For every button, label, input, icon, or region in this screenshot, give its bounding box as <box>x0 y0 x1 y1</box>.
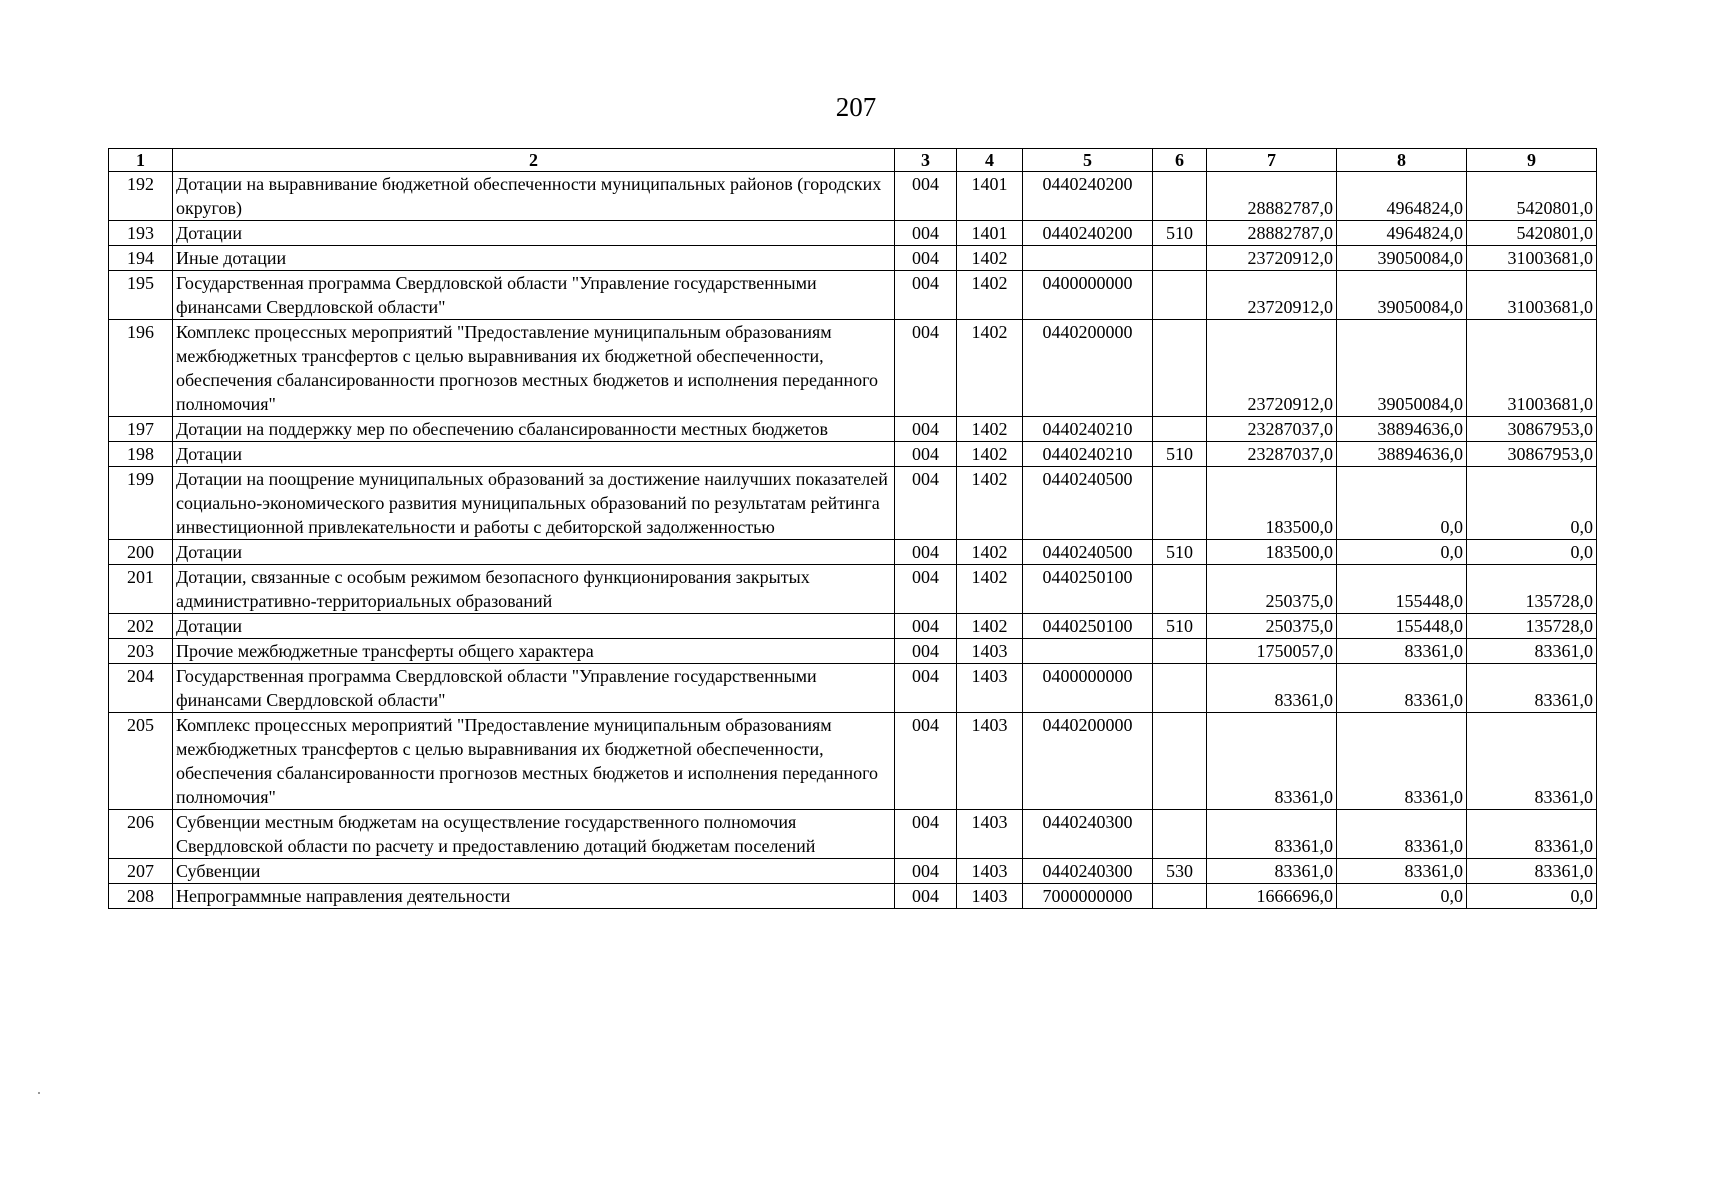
code-section: 1402 <box>957 442 1023 467</box>
row-name: Дотации на выравнивание бюджетной обеспеченности муниципальных районов (городских округов) <box>173 172 895 221</box>
code-expense-type <box>1153 467 1207 540</box>
amount-year-3: 31003681,0 <box>1467 271 1597 320</box>
code-target-article: 0400000000 <box>1023 271 1153 320</box>
amount-year-1: 83361,0 <box>1207 810 1337 859</box>
row-number: 200 <box>109 540 173 565</box>
row-number: 203 <box>109 639 173 664</box>
column-header: 3 <box>895 149 957 172</box>
table-row <box>109 442 1597 467</box>
amount-year-2: 0,0 <box>1337 540 1467 565</box>
table-row <box>109 467 1597 540</box>
code-ministry: 004 <box>895 664 957 713</box>
header-row <box>109 149 1597 172</box>
amount-year-3: 135728,0 <box>1467 565 1597 614</box>
code-target-article <box>1023 246 1153 271</box>
amount-year-2: 83361,0 <box>1337 664 1467 713</box>
code-target-article: 0440250100 <box>1023 614 1153 639</box>
row-number: 193 <box>109 221 173 246</box>
amount-year-2: 0,0 <box>1337 884 1467 909</box>
code-target-article: 0440240200 <box>1023 221 1153 246</box>
row-number: 192 <box>109 172 173 221</box>
table-body <box>109 172 1597 909</box>
code-ministry: 004 <box>895 467 957 540</box>
code-section: 1401 <box>957 221 1023 246</box>
column-header: 5 <box>1023 149 1153 172</box>
code-expense-type <box>1153 246 1207 271</box>
table-row <box>109 884 1597 909</box>
code-expense-type <box>1153 271 1207 320</box>
row-name: Комплекс процессных мероприятий "Предоставление муниципальным образованиям межбюджетных трансфертов с целью выравнивания их бюджетной обеспеченности, обеспечения сбалансированности прогнозов местных бюджетов и исполнения переданного полномочия" <box>173 713 895 810</box>
amount-year-2: 83361,0 <box>1337 810 1467 859</box>
table-row <box>109 540 1597 565</box>
amount-year-3: 83361,0 <box>1467 639 1597 664</box>
row-name: Дотации <box>173 221 895 246</box>
code-expense-type: 510 <box>1153 614 1207 639</box>
code-target-article: 0440250100 <box>1023 565 1153 614</box>
row-name: Дотации <box>173 540 895 565</box>
column-header: 2 <box>173 149 895 172</box>
amount-year-2: 155448,0 <box>1337 565 1467 614</box>
amount-year-2: 39050084,0 <box>1337 246 1467 271</box>
table-row <box>109 859 1597 884</box>
code-section: 1402 <box>957 614 1023 639</box>
code-expense-type <box>1153 810 1207 859</box>
code-target-article: 0440240500 <box>1023 540 1153 565</box>
code-target-article: 7000000000 <box>1023 884 1153 909</box>
amount-year-2: 4964824,0 <box>1337 172 1467 221</box>
code-target-article: 0440200000 <box>1023 713 1153 810</box>
code-ministry: 004 <box>895 859 957 884</box>
code-ministry: 004 <box>895 221 957 246</box>
code-ministry: 004 <box>895 565 957 614</box>
code-expense-type <box>1153 713 1207 810</box>
row-number: 202 <box>109 614 173 639</box>
amount-year-3: 5420801,0 <box>1467 172 1597 221</box>
amount-year-2: 155448,0 <box>1337 614 1467 639</box>
table-row <box>109 271 1597 320</box>
amount-year-1: 183500,0 <box>1207 540 1337 565</box>
code-target-article: 0440240210 <box>1023 442 1153 467</box>
amount-year-1: 1750057,0 <box>1207 639 1337 664</box>
column-header: 8 <box>1337 149 1467 172</box>
amount-year-1: 83361,0 <box>1207 859 1337 884</box>
amount-year-2: 83361,0 <box>1337 859 1467 884</box>
code-target-article <box>1023 639 1153 664</box>
code-target-article: 0440200000 <box>1023 320 1153 417</box>
amount-year-1: 23287037,0 <box>1207 417 1337 442</box>
code-expense-type <box>1153 172 1207 221</box>
amount-year-3: 83361,0 <box>1467 859 1597 884</box>
row-name: Дотации <box>173 614 895 639</box>
row-number: 197 <box>109 417 173 442</box>
row-name: Дотации на поддержку мер по обеспечению сбалансированности местных бюджетов <box>173 417 895 442</box>
code-expense-type: 510 <box>1153 221 1207 246</box>
code-ministry: 004 <box>895 442 957 467</box>
code-ministry: 004 <box>895 810 957 859</box>
code-ministry: 004 <box>895 540 957 565</box>
row-number: 205 <box>109 713 173 810</box>
amount-year-2: 83361,0 <box>1337 639 1467 664</box>
code-expense-type <box>1153 639 1207 664</box>
amount-year-1: 23720912,0 <box>1207 320 1337 417</box>
row-name: Дотации на поощрение муниципальных образований за достижение наилучших показателей социально-экономического развития муниципальных образований по результатам рейтинга инвестиционной привлекательности и работы с дебиторской задолженностью <box>173 467 895 540</box>
code-target-article: 0400000000 <box>1023 664 1153 713</box>
code-ministry: 004 <box>895 417 957 442</box>
amount-year-3: 5420801,0 <box>1467 221 1597 246</box>
amount-year-3: 0,0 <box>1467 467 1597 540</box>
row-number: 208 <box>109 884 173 909</box>
row-number: 198 <box>109 442 173 467</box>
amount-year-1: 23720912,0 <box>1207 271 1337 320</box>
code-section: 1403 <box>957 810 1023 859</box>
code-section: 1402 <box>957 271 1023 320</box>
amount-year-2: 39050084,0 <box>1337 320 1467 417</box>
column-header: 6 <box>1153 149 1207 172</box>
row-number: 206 <box>109 810 173 859</box>
table-row <box>109 320 1597 417</box>
amount-year-3: 31003681,0 <box>1467 320 1597 417</box>
table-row <box>109 246 1597 271</box>
code-expense-type <box>1153 565 1207 614</box>
amount-year-3: 30867953,0 <box>1467 417 1597 442</box>
amount-year-1: 83361,0 <box>1207 713 1337 810</box>
table-row <box>109 639 1597 664</box>
budget-table <box>108 148 1597 909</box>
code-target-article: 0440240200 <box>1023 172 1153 221</box>
code-section: 1403 <box>957 713 1023 810</box>
table-row <box>109 417 1597 442</box>
code-section: 1403 <box>957 664 1023 713</box>
code-section: 1401 <box>957 172 1023 221</box>
page-number: 207 <box>835 92 877 122</box>
row-name: Субвенции местным бюджетам на осуществление государственного полномочия Свердловской области по расчету и предоставлению дотаций бюджетам поселений <box>173 810 895 859</box>
row-name: Государственная программа Свердловской области "Управление государственными финансами Свердловской области" <box>173 664 895 713</box>
row-name: Комплекс процессных мероприятий "Предоставление муниципальным образованиям межбюджетных трансфертов с целью выравнивания их бюджетной обеспеченности, обеспечения сбалансированности прогнозов местных бюджетов и исполнения переданного полномочия" <box>173 320 895 417</box>
amount-year-2: 0,0 <box>1337 467 1467 540</box>
amount-year-3: 83361,0 <box>1467 713 1597 810</box>
row-name: Непрограммные направления деятельности <box>173 884 895 909</box>
table-row <box>109 172 1597 221</box>
row-number: 207 <box>109 859 173 884</box>
amount-year-3: 135728,0 <box>1467 614 1597 639</box>
row-name: Иные дотации <box>173 246 895 271</box>
amount-year-2: 38894636,0 <box>1337 417 1467 442</box>
row-name: Дотации, связанные с особым режимом безопасного функционирования закрытых административно-территориальных образований <box>173 565 895 614</box>
code-target-article: 0440240500 <box>1023 467 1153 540</box>
code-ministry: 004 <box>895 639 957 664</box>
amount-year-2: 38894636,0 <box>1337 442 1467 467</box>
amount-year-1: 23287037,0 <box>1207 442 1337 467</box>
amount-year-2: 39050084,0 <box>1337 271 1467 320</box>
code-expense-type <box>1153 664 1207 713</box>
scan-speck <box>38 1092 40 1094</box>
code-section: 1402 <box>957 417 1023 442</box>
row-name: Прочие межбюджетные трансферты общего характера <box>173 639 895 664</box>
code-expense-type: 510 <box>1153 442 1207 467</box>
code-ministry: 004 <box>895 172 957 221</box>
code-ministry: 004 <box>895 614 957 639</box>
code-expense-type <box>1153 320 1207 417</box>
code-target-article: 0440240300 <box>1023 859 1153 884</box>
code-section: 1402 <box>957 246 1023 271</box>
column-header: 4 <box>957 149 1023 172</box>
amount-year-1: 28882787,0 <box>1207 221 1337 246</box>
table-row <box>109 221 1597 246</box>
amount-year-2: 4964824,0 <box>1337 221 1467 246</box>
code-section: 1403 <box>957 859 1023 884</box>
row-number: 199 <box>109 467 173 540</box>
amount-year-1: 250375,0 <box>1207 614 1337 639</box>
code-target-article: 0440240210 <box>1023 417 1153 442</box>
table-row <box>109 565 1597 614</box>
code-section: 1402 <box>957 540 1023 565</box>
code-section: 1403 <box>957 884 1023 909</box>
row-number: 194 <box>109 246 173 271</box>
code-section: 1402 <box>957 467 1023 540</box>
amount-year-1: 250375,0 <box>1207 565 1337 614</box>
code-expense-type: 530 <box>1153 859 1207 884</box>
code-ministry: 004 <box>895 884 957 909</box>
code-ministry: 004 <box>895 271 957 320</box>
code-section: 1402 <box>957 320 1023 417</box>
table-row <box>109 810 1597 859</box>
code-section: 1402 <box>957 565 1023 614</box>
code-expense-type: 510 <box>1153 540 1207 565</box>
table-row <box>109 664 1597 713</box>
code-expense-type <box>1153 417 1207 442</box>
amount-year-1: 183500,0 <box>1207 467 1337 540</box>
column-header: 9 <box>1467 149 1597 172</box>
amount-year-3: 83361,0 <box>1467 664 1597 713</box>
row-number: 204 <box>109 664 173 713</box>
row-name: Субвенции <box>173 859 895 884</box>
row-number: 201 <box>109 565 173 614</box>
code-section: 1403 <box>957 639 1023 664</box>
code-ministry: 004 <box>895 320 957 417</box>
amount-year-1: 1666696,0 <box>1207 884 1337 909</box>
amount-year-3: 0,0 <box>1467 540 1597 565</box>
amount-year-1: 83361,0 <box>1207 664 1337 713</box>
code-expense-type <box>1153 884 1207 909</box>
row-name: Дотации <box>173 442 895 467</box>
amount-year-1: 28882787,0 <box>1207 172 1337 221</box>
code-target-article: 0440240300 <box>1023 810 1153 859</box>
amount-year-3: 83361,0 <box>1467 810 1597 859</box>
row-number: 196 <box>109 320 173 417</box>
column-header: 1 <box>109 149 173 172</box>
table-row <box>109 614 1597 639</box>
amount-year-3: 30867953,0 <box>1467 442 1597 467</box>
table-row <box>109 713 1597 810</box>
amount-year-3: 31003681,0 <box>1467 246 1597 271</box>
amount-year-1: 23720912,0 <box>1207 246 1337 271</box>
row-name: Государственная программа Свердловской области "Управление государственными финансами Свердловской области" <box>173 271 895 320</box>
amount-year-3: 0,0 <box>1467 884 1597 909</box>
code-ministry: 004 <box>895 713 957 810</box>
amount-year-2: 83361,0 <box>1337 713 1467 810</box>
column-header: 7 <box>1207 149 1337 172</box>
row-number: 195 <box>109 271 173 320</box>
code-ministry: 004 <box>895 246 957 271</box>
